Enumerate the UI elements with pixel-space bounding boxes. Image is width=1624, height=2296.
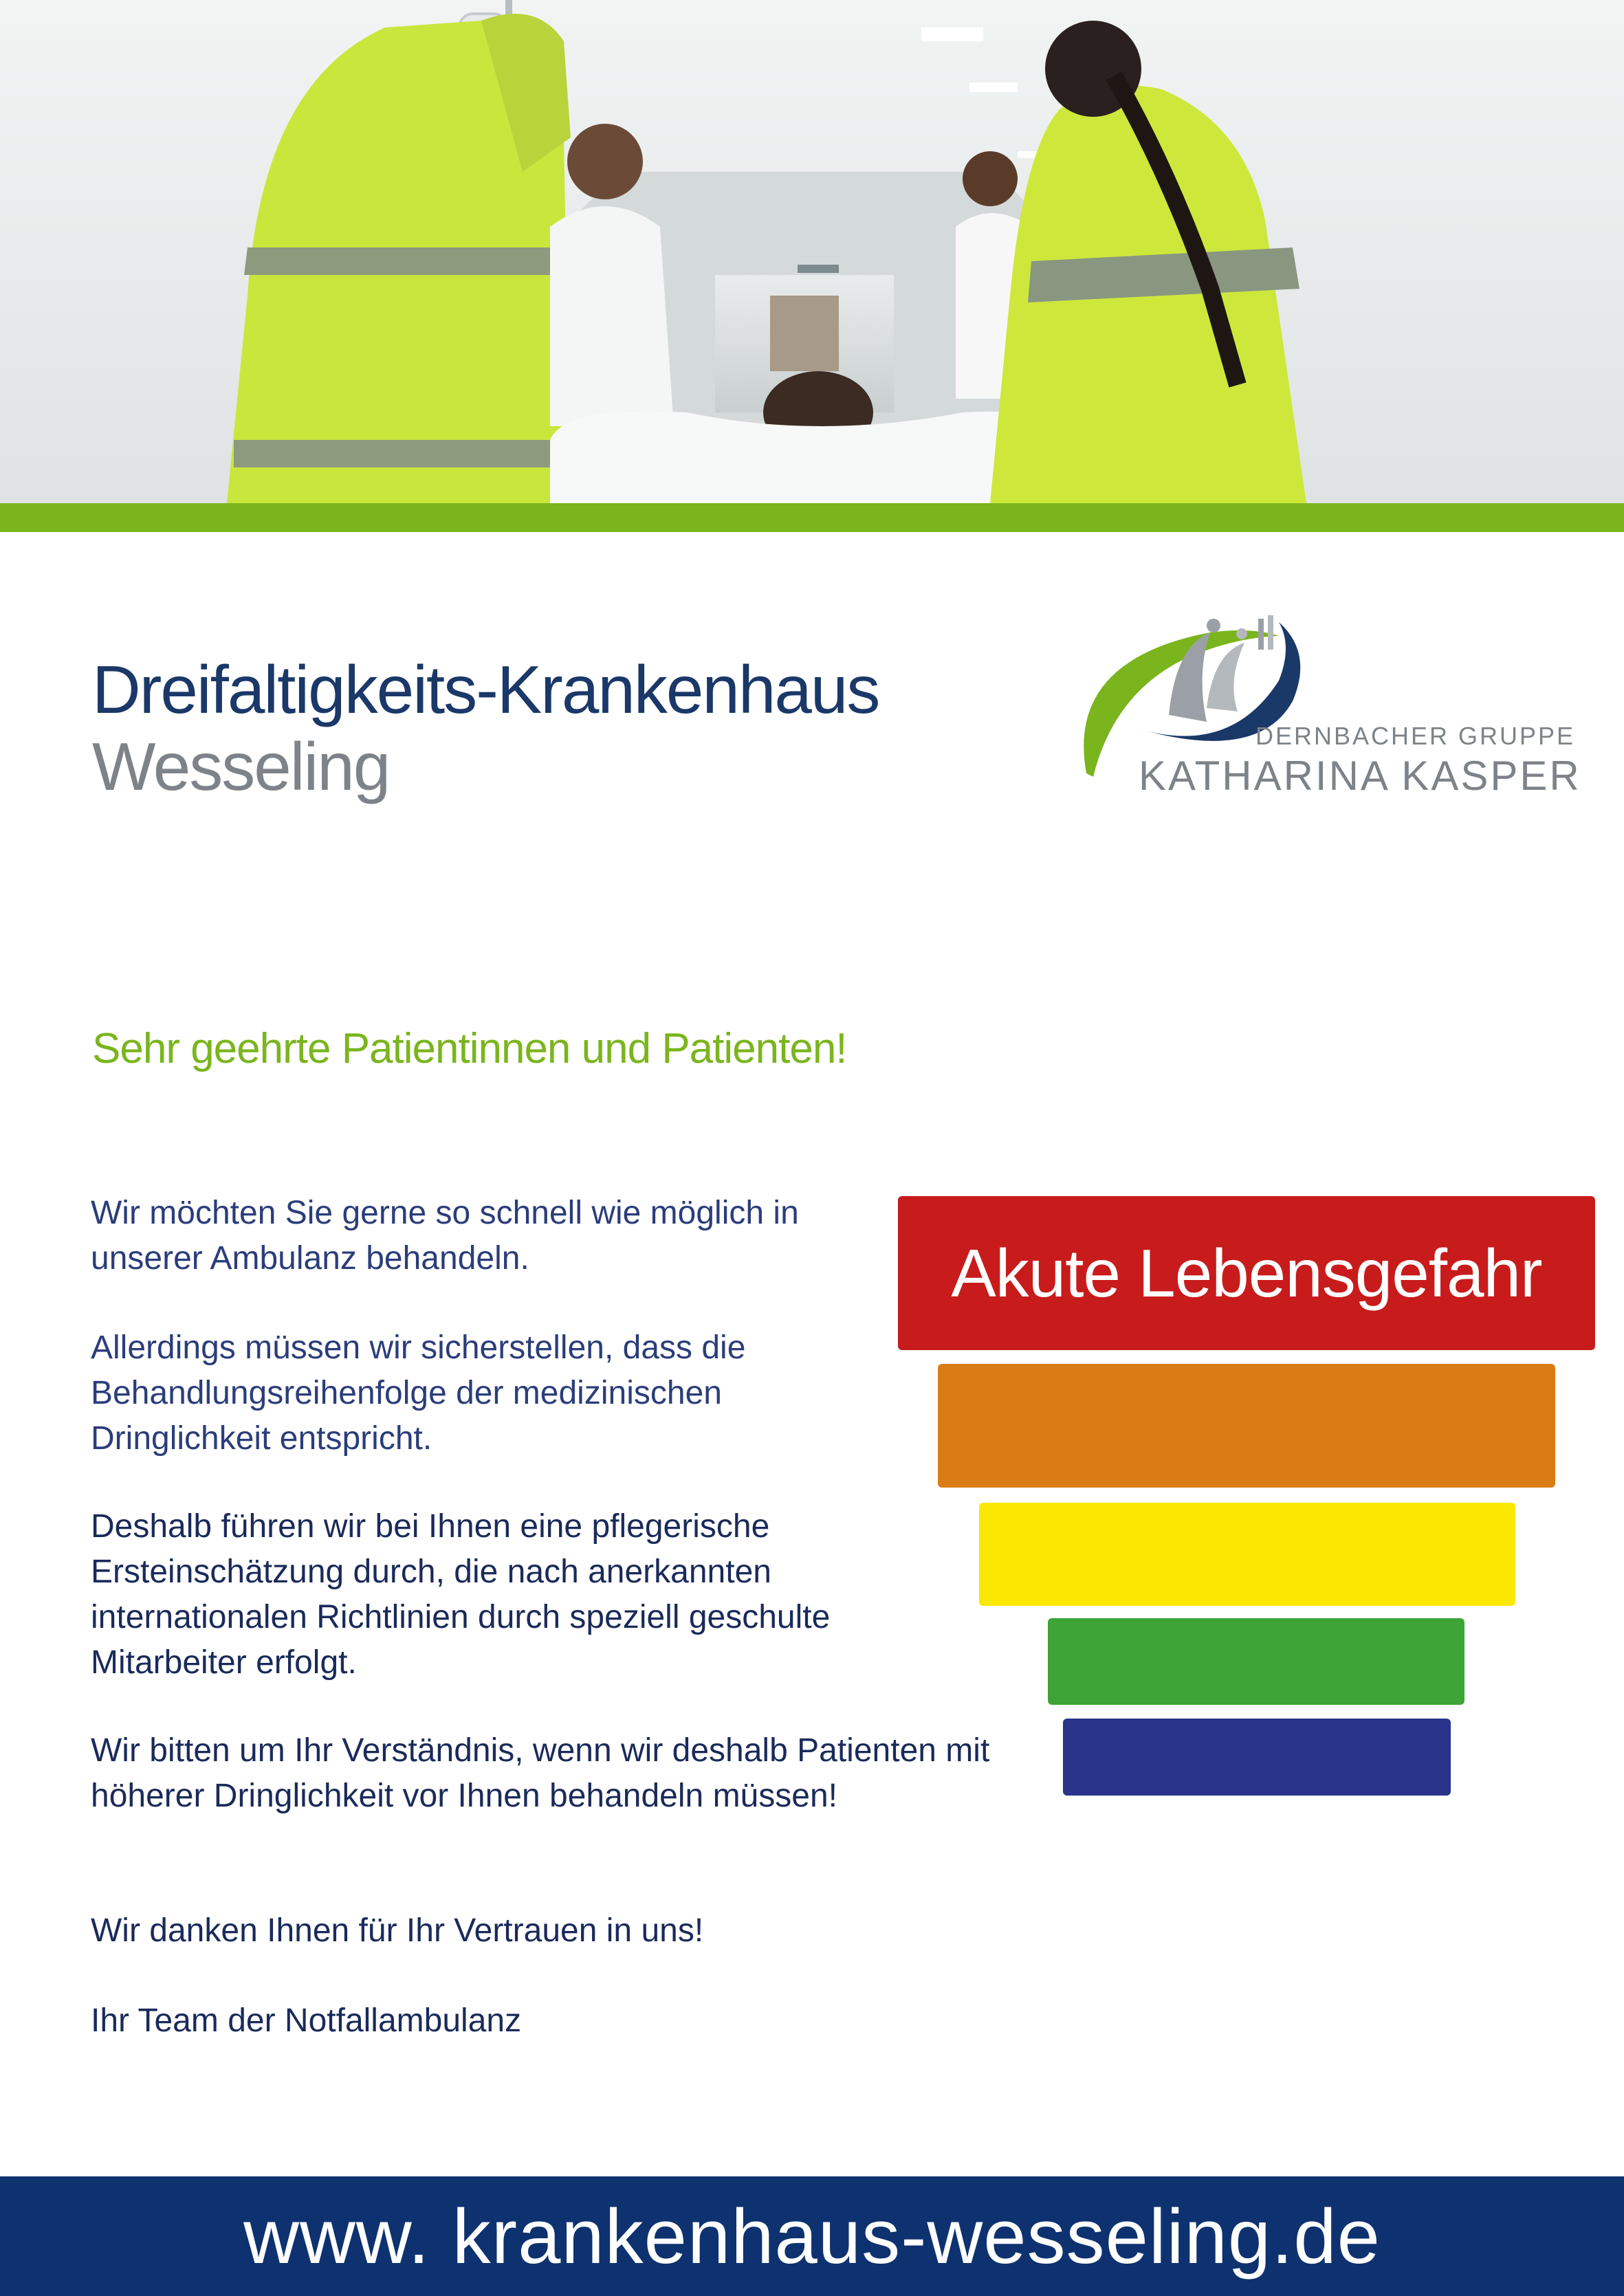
hospital-name: Dreifaltigkeits-Krankenhaus	[92, 652, 879, 727]
triage-level-yellow	[979, 1503, 1515, 1606]
paragraph-understanding: Wir bitten um Ihr Verständnis, wenn wir deshalb Patienten mit höherer Dringlichkeit vor Ihnen behandeln müssen!	[91, 1732, 990, 1814]
logo-org-line: DERNBACHER GRUPPE	[1255, 722, 1576, 750]
triage-level-green	[1048, 1618, 1464, 1705]
paragraph-urgency: Allerdings müssen wir sicherstellen, dass die Behandlungsreihenfolge der medizinischen Dringlichkeit entspricht.	[91, 1329, 746, 1457]
paragraph-thanks: Wir danken Ihnen für Ihr Vertrauen in uns!	[91, 1912, 704, 1949]
hero-photo	[0, 0, 1624, 503]
footer-band	[0, 2176, 1624, 2296]
footer-website-url: www. krankenhaus-wesseling.de	[243, 2193, 1381, 2280]
triage-level-orange	[938, 1364, 1555, 1488]
triage-level-blue	[1063, 1719, 1451, 1796]
triage-level-red	[898, 1196, 1595, 1350]
logo-org-name: KATHARINA KASPER	[1139, 753, 1581, 799]
green-accent-band	[0, 503, 1624, 532]
paragraph-assessment: Deshalb führen wir bei Ihnen eine pflegerische Ersteinschätzung durch, die nach anerkannten internationalen Richtlinien durch speziell geschulte Mitarbeiter erfolgt.	[91, 1508, 831, 1681]
paragraph-signature: Ihr Team der Notfallambulanz	[91, 2002, 522, 2039]
greeting-heading: Sehr geehrte Patientinnen und Patienten!	[92, 1025, 847, 1072]
hospital-location: Wesseling	[92, 729, 390, 804]
paragraph-treatment: Wir möchten Sie gerne so schnell wie möglich in unserer Ambulanz behandeln.	[91, 1195, 799, 1277]
triage-red-label: Akute Lebensgefahr	[951, 1235, 1542, 1311]
